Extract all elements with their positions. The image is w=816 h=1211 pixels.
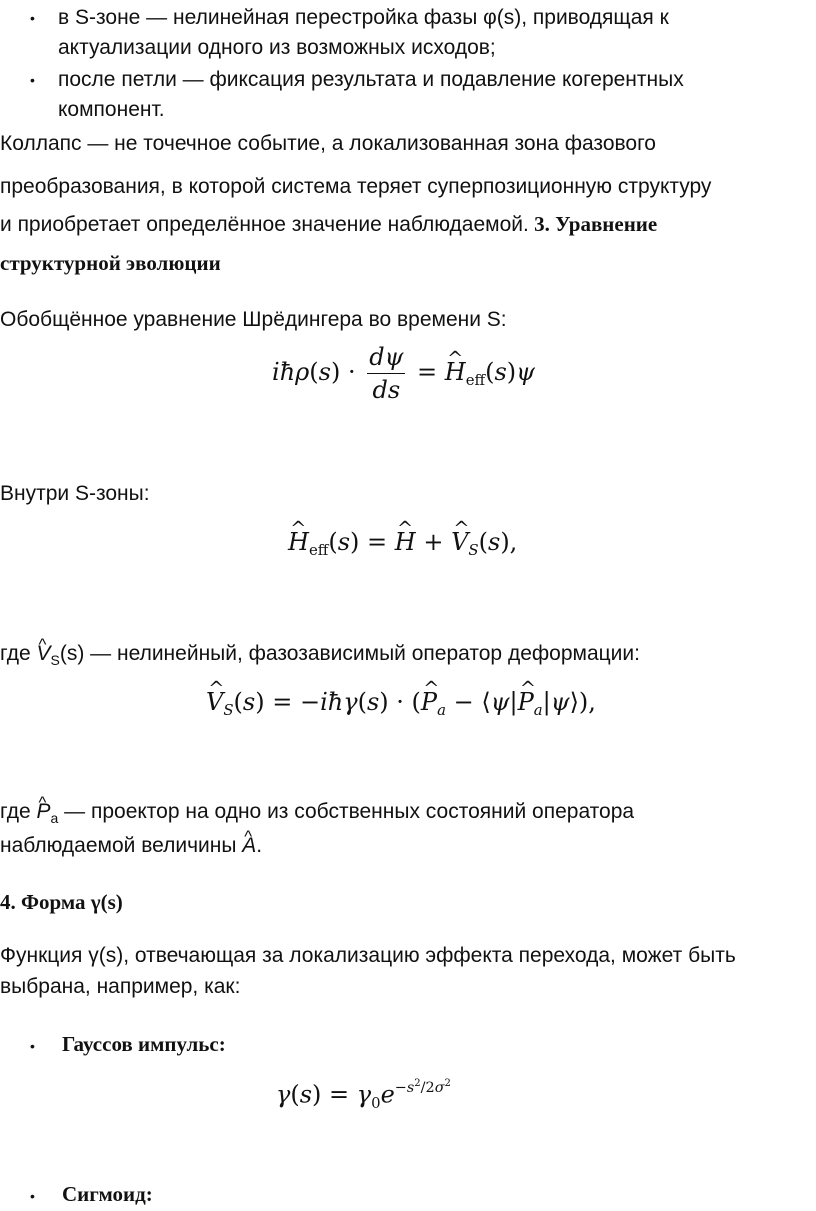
collapse-line3: и приобретает определённое значение наблюдаемой. — [0, 213, 529, 236]
fraction-dpsi-ds: $\frac{d\psi}{ds}$ — [369, 343, 404, 404]
bullet-text-s-zone-line2: актуализации одного из возможных исходов; — [58, 36, 496, 59]
where-p-line2-end: . — [256, 834, 263, 857]
where-p-rest: — проектор на одно из собственных состояний оператора — [58, 800, 635, 823]
bullet-text-s-zone-line1: в S-зоне — нелинейная перестройка фазы φ(s), приводящая к — [58, 6, 669, 29]
bullet-marker: • — [30, 1038, 35, 1054]
equation-gaussian: $\gamma(s) = \gamma_0e^{-s^2/2\sigma^2}$ — [276, 1078, 451, 1112]
v-operator-symbol: ^ V — [36, 640, 50, 668]
bullet-marker: • — [30, 72, 35, 88]
section3-heading-part1: 3. Уравнение — [534, 212, 658, 236]
schrodinger-intro: Обобщённое уравнение Шрёдингера во времени S: — [0, 308, 507, 331]
section4-heading: 4. Форма γ(s) — [0, 890, 123, 914]
equation-schrodinger: iħρ(s) · $\frac{d\psi}{ds}$ = ^ $H_{eff}(s)\psi$ — [272, 343, 535, 404]
where-p-prefix: где — [0, 800, 37, 823]
collapse-line3-row — [0, 210, 657, 239]
equation-h-eff: ^ $H_{eff}(s)$ = ^ H + ^ $V_S(s)$, — [288, 528, 517, 559]
v-subscript: S — [50, 652, 60, 669]
bullet-sigmoid-label: Сигмоид: — [62, 1182, 153, 1206]
equation-v-s: ^ $V_S(s)$ = −iħγ(s) · (^ $P_a$ − ⟨ψ|^ $P_a|\psi⟩$), — [206, 688, 596, 719]
bullet-text-loop-line2: компонент. — [58, 98, 165, 121]
collapse-line2: преобразования, в которой система теряет суперпозиционную структуру — [0, 175, 712, 198]
bullet-marker: • — [30, 1188, 35, 1204]
collapse-line1: Коллапс — не точечное событие, а локализованная зона фазового — [0, 132, 656, 155]
inside-zone-intro: Внутри S-зоны: — [0, 482, 150, 505]
section3-heading-part2: структурной эволюции — [0, 251, 221, 275]
where-p-line2 — [0, 832, 262, 860]
where-v-rest: (s) — нелинейный, фазозависимый оператор деформации: — [59, 642, 640, 665]
gamma-line1: Функция γ(s), отвечающая за локализацию эффекта перехода, может быть — [0, 944, 736, 967]
a-operator-symbol: ^ A — [242, 832, 256, 860]
where-v-line — [0, 640, 640, 674]
p-operator-symbol: ^ P — [36, 798, 50, 826]
bullet-gaussian-label: Гауссов импульс: — [62, 1032, 226, 1056]
bullet-marker: • — [30, 10, 35, 26]
p-subscript: a — [50, 810, 59, 827]
bullet-text-loop-line1: после петли — фиксация результата и подавление когерентных — [58, 68, 684, 91]
where-p-line1 — [0, 798, 634, 832]
where-v-prefix: где — [0, 642, 37, 665]
where-p-line2-text: наблюдаемой величины — [0, 834, 243, 857]
gamma-line2: выбрана, например, как: — [0, 975, 241, 998]
